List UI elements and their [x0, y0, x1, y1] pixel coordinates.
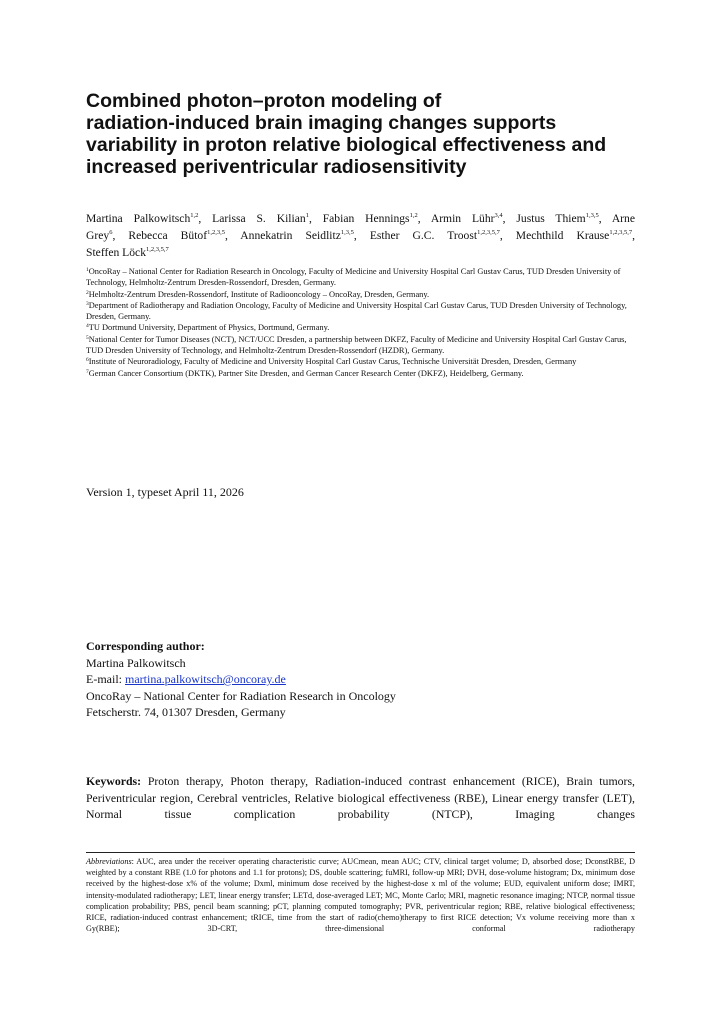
author-name: Martina Palkowitsch: [86, 212, 191, 225]
title-line: increased periventricular radiosensitivity: [86, 156, 467, 178]
email-link[interactable]: martina.palkowitsch@oncoray.de: [125, 672, 286, 686]
affiliation-text: German Cancer Consortium (DKTK), Partner Site Dresden, and German Cancer Research Center (DKFZ), Heidelberg, Germany.: [88, 368, 524, 378]
author-name: Steffen Löck: [86, 246, 146, 259]
author-affil-sup: 1,2,3,5,7: [146, 246, 169, 253]
affiliation-sup: 4: [86, 323, 89, 330]
author-name: , Annekatrin Seidlitz: [224, 229, 341, 242]
affiliation-sup: 6: [86, 357, 89, 364]
affiliation-sup: 7: [86, 368, 89, 375]
author-line: [86, 244, 635, 261]
paper-title: [86, 90, 646, 178]
affiliation-text: Helmholtz-Zentrum Dresden-Rossendorf, Institute of Radiooncology – OncoRay, Dresden, Germany.: [88, 289, 430, 299]
author-affil-sup: 1,3,5: [585, 212, 599, 219]
affiliation-sup: 5: [86, 334, 89, 341]
affiliation-text: Institute of Neuroradiology, Faculty of Medicine and University Hospital Carl Gustav Carus, Technische Universität Dresden, Dresden, Germany: [88, 357, 577, 367]
author-name: , Esther G.C. Troost: [353, 229, 478, 242]
affiliation: [86, 266, 635, 289]
affiliation: [86, 356, 635, 367]
abbreviations-text: : AUC, area under the receiver operating characteristic curve; AUCmean, mean AUC; CTV, clinical target volume; D, absorbed dose; DconstRBE, D weighted by a constant RBE (1.0 for photons and 1.1 for protons); DS, double scattering; fuMRI, follow-up MRI; DVH, dose-volume histogram; Dx, minimum dose received by the highest-dose x% of the volume; Dxml, minimum dose received by the highest-dose x ml of the volume; EUD, equivalent uniform dose; IMRT, intensity-modulated radiotherapy; LET, linear energy transfer; LETd, dose-averaged LET; MC, Monte Carlo; MRI, magnetic resonance imaging; NTCP, normal tissue complication probability; PBS, pencil beam scanning; pCT, planning computed tomography; PVR, periventricular region; RBE, relative biological effectiveness; RICE, radiation-induced contrast enhancement; tRICE, time from the start of radio(chemo)therapy to first RICE detection; Vx volume receiving more than x Gy(RBE); 3D-CRT, three-dimensional conformal radiotherapy: [86, 857, 635, 934]
abbreviations-label: Abbreviations: [86, 857, 132, 866]
footnote-divider: [86, 852, 635, 853]
author-affil-sup: 1,2,3,5,7: [609, 229, 633, 236]
corresponding-author-block: [86, 638, 635, 721]
affiliation-sup: 2: [86, 289, 89, 296]
keywords-label: Keywords:: [86, 774, 142, 788]
author-name: , Rebecca Bütof: [112, 229, 208, 242]
keywords-block: [86, 773, 635, 823]
author-affil-sup: 1,2: [409, 212, 418, 219]
author-name: , Larissa S. Kilian: [198, 212, 306, 225]
affiliation-text: National Center for Tumor Diseases (NCT), NCT/UCC Dresden, a partnership between DKFZ, Faculty of Medicine and University Hospital Carl Gustav Carus, TUD Dresden University of Technology, and Helmholtz-Zentrum Dresden-Rossendorf (HZDR), Germany.: [86, 334, 627, 356]
title-line: variability in proton relative biological effectiveness and: [86, 134, 607, 156]
affiliation: [86, 368, 635, 379]
author-affil-sup: 1,2: [190, 212, 199, 219]
author-name: , Armin Lühr: [417, 212, 495, 225]
affiliation: [86, 334, 635, 357]
author-affil-sup: 3,4: [494, 212, 503, 219]
author-name: ,: [632, 229, 635, 242]
corresponding-heading: Corresponding author:: [86, 639, 205, 653]
author-name: , Arne: [598, 212, 635, 225]
author-line: [86, 227, 635, 244]
corresponding-email-line: [86, 671, 635, 688]
affiliation-sup: 1: [86, 267, 89, 273]
affiliation-text: Department of Radiotherapy and Radiation Oncology, Faculty of Medicine and University Hospital Carl Gustav Carus, TUD Dresden University of Technology, Dresden, Germany.: [86, 300, 627, 322]
version-line: Version 1, typeset April 11, 2026: [86, 485, 244, 499]
author-affil-sup: 1,3,5: [340, 229, 354, 236]
corresponding-address: Fetscherstr. 74, 01307 Dresden, Germany: [86, 705, 286, 719]
affiliation: [86, 289, 635, 300]
author-name: , Mechthild Krause: [499, 229, 610, 242]
affiliation: [86, 300, 635, 323]
keywords-text: Proton therapy, Photon therapy, Radiation-induced contrast enhancement (RICE), Brain tumors, Periventricular region, Cerebral ventricles, Relative biological effectiveness (RBE), Linear energy transfer (LET), Normal tissue complication probability (NTCP), Imaging changes: [86, 774, 635, 821]
author-list: [86, 210, 635, 261]
email-label: E-mail:: [86, 672, 125, 686]
abbreviations-footnote: [86, 856, 635, 934]
author-affil-sup: 6: [109, 229, 113, 236]
author-name: Grey: [86, 229, 110, 242]
affiliation-text: TU Dortmund University, Department of Physics, Dortmund, Germany.: [88, 323, 330, 333]
title-line: radiation-induced brain imaging changes supports: [86, 112, 557, 134]
author-line: [86, 210, 635, 227]
author-name: , Justus Thiem: [502, 212, 586, 225]
affiliation-list: [86, 266, 635, 379]
affiliation-sup: 3: [86, 300, 89, 307]
author-affil-sup: 1,2,3,5: [207, 229, 225, 236]
author-name: , Fabian Hennings: [308, 212, 410, 225]
corresponding-institution: OncoRay – National Center for Radiation Research in Oncology: [86, 688, 396, 703]
title-line: Combined photon–proton modeling of: [86, 90, 442, 112]
affiliation: [86, 322, 635, 333]
corresponding-name: Martina Palkowitsch: [86, 655, 186, 670]
author-affil-sup: 1: [305, 212, 309, 219]
affiliation-text: OncoRay – National Center for Radiation Research in Oncology, Faculty of Medicine and University Hospital Carl Gustav Carus, TUD Dresden University of Technology, Helmholtz-Zentrum Dresden-Rossendorf, Dresden, Germany.: [86, 267, 621, 288]
author-affil-sup: 1,2,3,5,7: [477, 229, 500, 236]
